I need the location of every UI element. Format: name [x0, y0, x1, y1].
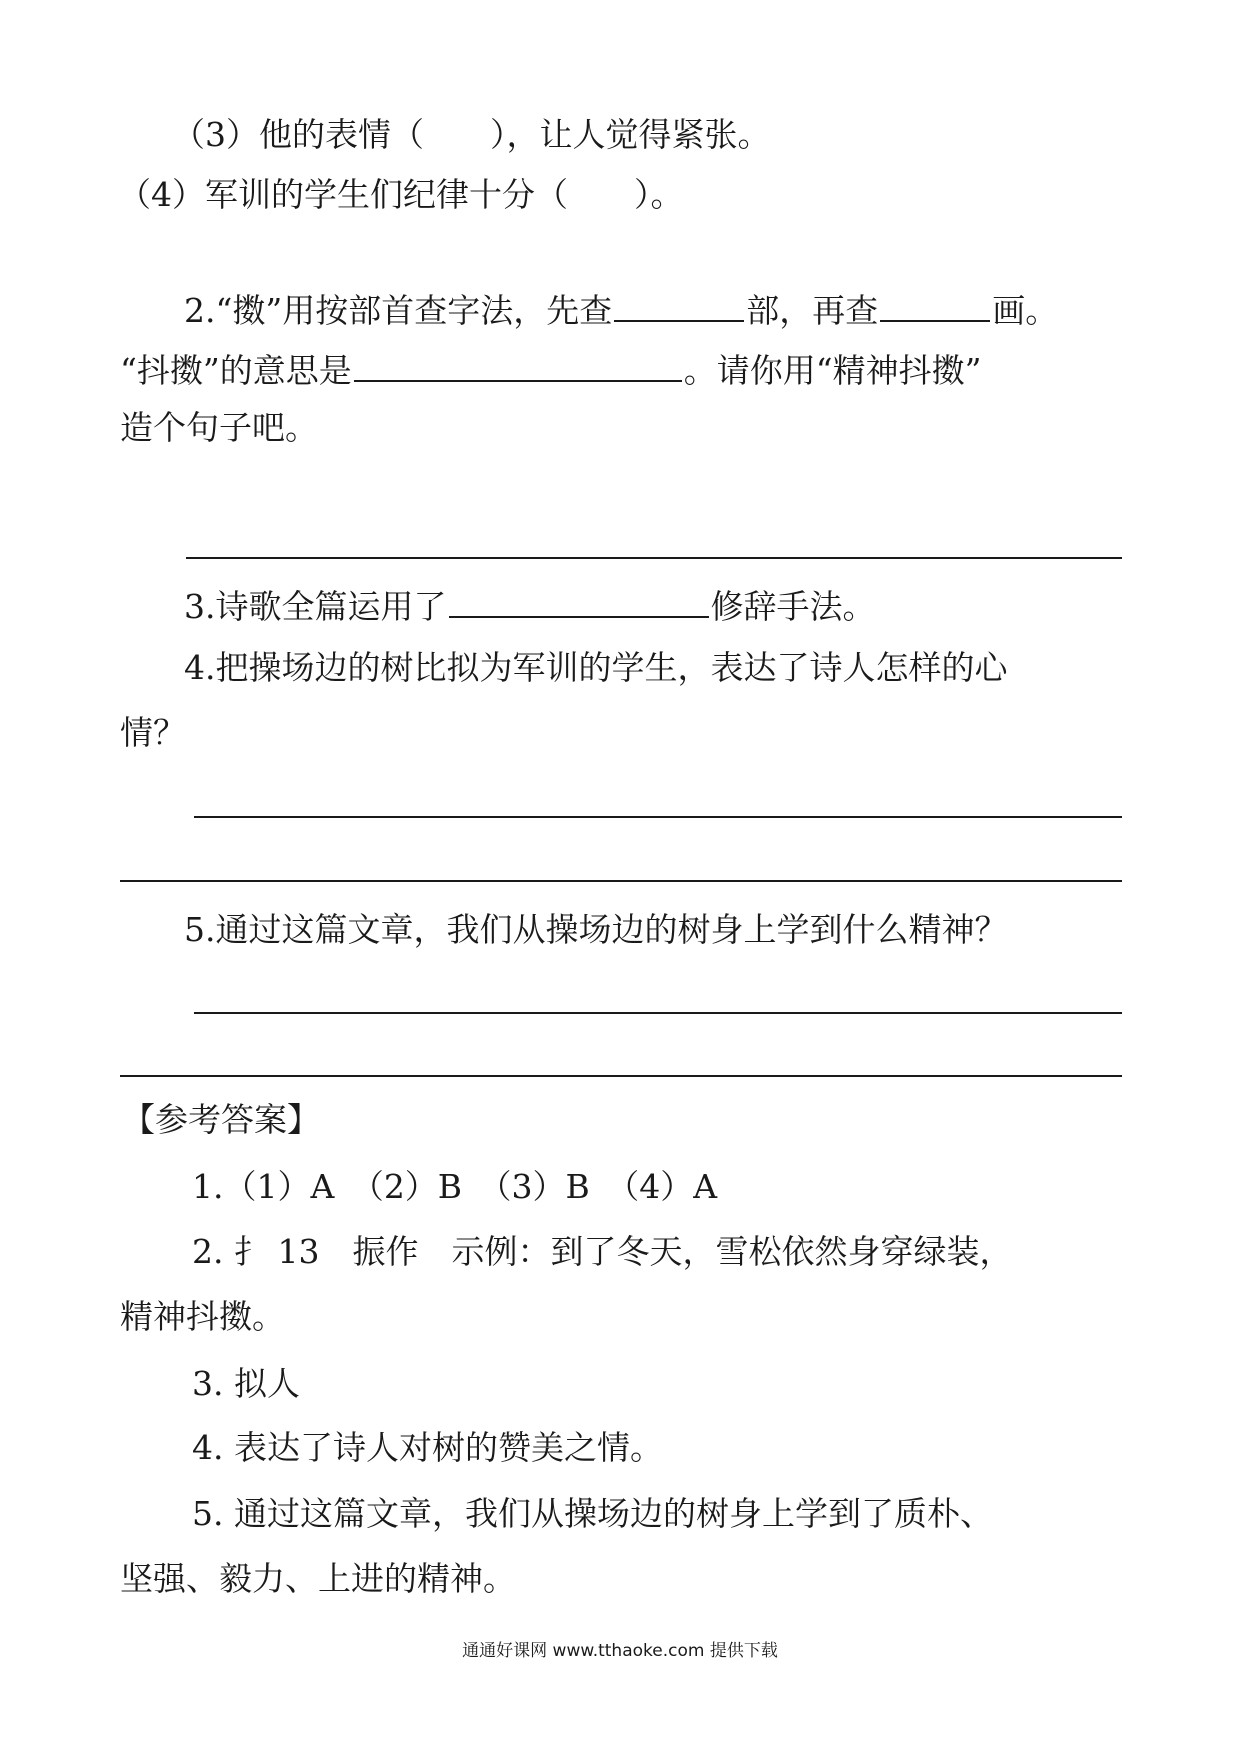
question-3-text-b: 修辞手法。 — [710, 587, 876, 626]
answer-blank-radical[interactable] — [614, 288, 744, 322]
answer-blank-rhetoric[interactable] — [449, 584, 709, 618]
question-2-line-1 — [184, 288, 1058, 331]
answer-5-line-2: 坚强、毅力、上进的精神。 — [120, 1559, 516, 1598]
answer-3: 3. 拟人 — [192, 1364, 300, 1403]
answer-line-q5-1[interactable] — [194, 1012, 1122, 1014]
answer-line-sentence[interactable] — [186, 557, 1122, 559]
question-2-text-d: “抖擞”的意思是 — [120, 351, 352, 390]
question-2-line-2 — [120, 348, 982, 391]
question-2-text-e: 。请你用“精神抖擞” — [683, 351, 982, 390]
answer-1: 1.（1）A （2）B （3）B （4）A — [192, 1167, 718, 1206]
answer-4: 4. 表达了诗人对树的赞美之情。 — [192, 1428, 663, 1467]
question-1-item-4: （4）军训的学生们纪律十分（ ）。 — [118, 175, 684, 214]
answers-heading: 【参考答案】 — [122, 1100, 320, 1139]
answer-blank-meaning[interactable] — [354, 348, 682, 382]
answer-line-q4-1[interactable] — [194, 816, 1122, 818]
question-5-line: 5.通过这篇文章，我们从操场边的树身上学到什么精神？ — [184, 910, 1008, 949]
page-footer: 通通好课网 www.tthaoke.com 提供下载 — [462, 1641, 778, 1661]
question-2-line-3: 造个句子吧。 — [120, 408, 318, 447]
question-4-line-2: 情？ — [120, 713, 186, 752]
answer-line-q5-2[interactable] — [120, 1075, 1122, 1077]
question-2-text-a: 2.“擞”用按部首查字法，先查 — [184, 291, 613, 330]
question-4-line-1: 4.把操场边的树比拟为军训的学生，表达了诗人怎样的心 — [184, 648, 1008, 687]
answer-line-q4-2[interactable] — [120, 880, 1122, 882]
question-3-line — [184, 584, 876, 627]
question-2-text-c: 画。 — [992, 291, 1059, 330]
question-1-item-3: （3）他的表情（ ），让人觉得紧张。 — [172, 115, 771, 154]
answer-5-line-1: 5. 通过这篇文章，我们从操场边的树身上学到了质朴、 — [192, 1494, 993, 1533]
answer-blank-strokes[interactable] — [880, 288, 990, 322]
question-3-text-a: 3.诗歌全篇运用了 — [184, 587, 447, 626]
answer-2-line-2: 精神抖擞。 — [120, 1297, 285, 1336]
question-2-text-b: 部，再查 — [746, 291, 879, 330]
answer-2-line-1: 2. 扌 13 振作 示例：到了冬天，雪松依然身穿绿装， — [192, 1232, 1013, 1271]
